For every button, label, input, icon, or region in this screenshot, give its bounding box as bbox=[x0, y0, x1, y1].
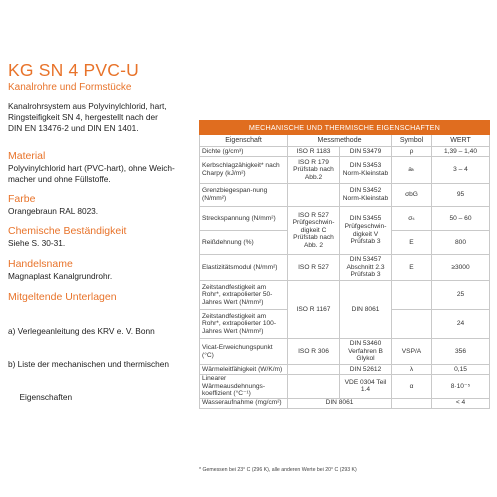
method-cell bbox=[288, 184, 340, 207]
page-title: KG SN 4 PVC-U bbox=[8, 60, 139, 80]
table-row bbox=[200, 255, 490, 281]
table-row bbox=[200, 207, 490, 231]
method-cell bbox=[288, 375, 340, 399]
value-cell: 1,39 – 1,40 bbox=[432, 147, 490, 157]
method-cell: DIN 53452 Norm-Kleinstab bbox=[340, 184, 392, 207]
column-header: Messmethode bbox=[288, 135, 392, 147]
value-cell: < 4 bbox=[432, 398, 490, 408]
property-cell: Kerbschlagzähigkeit* nach Charpy (kJ/m²) bbox=[200, 157, 288, 184]
section-line: Siehe S. 30-31. bbox=[8, 238, 66, 248]
symbol-cell: aₖ bbox=[392, 157, 432, 184]
method-cell: DIN 53460 Verfahren B Glykol bbox=[340, 339, 392, 365]
method-cell: DIN 8061 bbox=[288, 398, 392, 408]
property-cell: Streckspannung (N/mm²) bbox=[200, 207, 288, 231]
section-line: Eigenschaften bbox=[8, 392, 73, 402]
section-body-handelsname bbox=[8, 271, 198, 282]
table-row bbox=[200, 157, 490, 184]
intro-line: Kanalrohrsystem aus Polyvinylchlorid, hart, bbox=[8, 101, 167, 111]
column-header: Eigenschaft bbox=[200, 135, 288, 147]
property-cell: Linearer Wärmeausdehnungs-koeffizient (°C⁻¹) bbox=[200, 375, 288, 399]
method-cell: DIN 53457 Abschnitt 2.3 Prüfstab 3 bbox=[340, 255, 392, 281]
table-row bbox=[200, 281, 490, 310]
symbol-cell: λ bbox=[392, 365, 432, 375]
symbol-cell: α bbox=[392, 375, 432, 399]
property-cell: Reißdehnung (%) bbox=[200, 231, 288, 255]
value-cell: 8·10⁻⁵ bbox=[432, 375, 490, 399]
page-subtitle: Kanalrohre und Formstücke bbox=[8, 82, 132, 93]
section-line: macher und ohne Füllstoffe. bbox=[8, 174, 111, 184]
method-cell: DIN 52612 bbox=[340, 365, 392, 375]
column-header: Symbol bbox=[392, 135, 432, 147]
property-cell: Wärmeleitfähigkeit (W/K/m) bbox=[200, 365, 288, 375]
symbol-cell: E bbox=[392, 255, 432, 281]
value-cell: 95 bbox=[432, 184, 490, 207]
section-line: b) Liste der mechanischen und thermischen bbox=[8, 359, 169, 369]
value-cell: ≥3000 bbox=[432, 255, 490, 281]
table-row bbox=[200, 147, 490, 157]
intro-text bbox=[8, 101, 198, 134]
section-body-material bbox=[8, 163, 198, 185]
section-line: Magnaplast Kanalgrundrohr. bbox=[8, 271, 113, 281]
method-cell: DIN 53455 Prüfgeschwin-digkeit V Prüfstab 3 bbox=[340, 207, 392, 255]
property-cell: Vicat-Erweichungspunkt (°C) bbox=[200, 339, 288, 365]
property-cell: Wasseraufnahme (mg/cm²) bbox=[200, 398, 288, 408]
method-cell: ISO R 179 Prüfstab nach Abb.2 bbox=[288, 157, 340, 184]
property-cell: Grenzbiegespan-nung (N/mm²) bbox=[200, 184, 288, 207]
symbol-cell: E bbox=[392, 231, 432, 255]
section-body-mitgeltende-unterlagen bbox=[8, 304, 198, 414]
symbol-cell bbox=[392, 310, 432, 339]
column-header: WERT bbox=[432, 135, 490, 147]
section-heading-handelsname: Handelsname bbox=[8, 258, 73, 270]
value-cell: 50 – 60 bbox=[432, 207, 490, 231]
properties-table bbox=[199, 120, 489, 409]
table-row bbox=[200, 184, 490, 207]
symbol-cell: VSP/A bbox=[392, 339, 432, 365]
section-line: a) Verlegeanleitung des KRV e. V. Bonn bbox=[8, 326, 155, 336]
section-line: Orangebraun RAL 8023. bbox=[8, 206, 99, 216]
property-cell: Zeitstandfestigkeit am Rohr*, extrapolierter 50-Jahres Wert (N/mm²) bbox=[200, 281, 288, 310]
symbol-cell: σₛ bbox=[392, 207, 432, 231]
method-cell: DIN 53479 bbox=[340, 147, 392, 157]
method-cell: ISO R 306 bbox=[288, 339, 340, 365]
section-line: Polyvinylchlorid hart (PVC-hart), ohne Weich- bbox=[8, 163, 175, 173]
symbol-cell bbox=[392, 281, 432, 310]
table-row bbox=[200, 365, 490, 375]
method-cell: DIN 53453 Norm-Kleinstab bbox=[340, 157, 392, 184]
method-cell: VDE 0304 Teil 1.4 bbox=[340, 375, 392, 399]
table-heading: MECHANISCHE UND THERMISCHE EIGENSCHAFTEN bbox=[200, 121, 490, 135]
method-cell: ISO R 527 bbox=[288, 255, 340, 281]
value-cell: 24 bbox=[432, 310, 490, 339]
section-body-chemische-bestaendigkeit bbox=[8, 238, 198, 249]
value-cell: 3 – 4 bbox=[432, 157, 490, 184]
method-cell bbox=[288, 365, 340, 375]
symbol-cell bbox=[392, 398, 432, 408]
method-cell: DIN 8061 bbox=[340, 281, 392, 339]
section-heading-chemische-bestaendigkeit: Chemische Beständigkeit bbox=[8, 225, 127, 237]
property-cell: Dichte (g/cm³) bbox=[200, 147, 288, 157]
table-row bbox=[200, 375, 490, 399]
property-cell: Elastizitätsmodul (N/mm²) bbox=[200, 255, 288, 281]
section-heading-mitgeltende-unterlagen: Mitgeltende Unterlagen bbox=[8, 291, 117, 303]
table-footnote: * Gemessen bei 23° C (296 K), alle anderen Werte bei 20° C (293 K) bbox=[199, 467, 357, 473]
value-cell: 25 bbox=[432, 281, 490, 310]
intro-line: Ringsteifigkeit SN 4, hergestellt nach der bbox=[8, 112, 158, 122]
symbol-cell: σbG bbox=[392, 184, 432, 207]
value-cell: 356 bbox=[432, 339, 490, 365]
intro-line: DIN EN 13476-2 und DIN EN 1401. bbox=[8, 123, 139, 133]
value-cell: 0,15 bbox=[432, 365, 490, 375]
method-cell: ISO R 527 Prüfgeschwin-digkeit C Prüfstab nach Abb. 2 bbox=[288, 207, 340, 255]
section-body-farbe bbox=[8, 206, 198, 217]
table-row bbox=[200, 398, 490, 408]
method-cell: ISO R 1183 bbox=[288, 147, 340, 157]
section-heading-material: Material bbox=[8, 150, 46, 162]
value-cell: 800 bbox=[432, 231, 490, 255]
method-cell: ISO R 1167 bbox=[288, 281, 340, 339]
symbol-cell: ρ bbox=[392, 147, 432, 157]
property-cell: Zeitstandfestigkeit am Rohr*, extrapolierter 100-Jahres Wert (N/mm²) bbox=[200, 310, 288, 339]
table-row bbox=[200, 339, 490, 365]
section-heading-farbe: Farbe bbox=[8, 193, 36, 205]
